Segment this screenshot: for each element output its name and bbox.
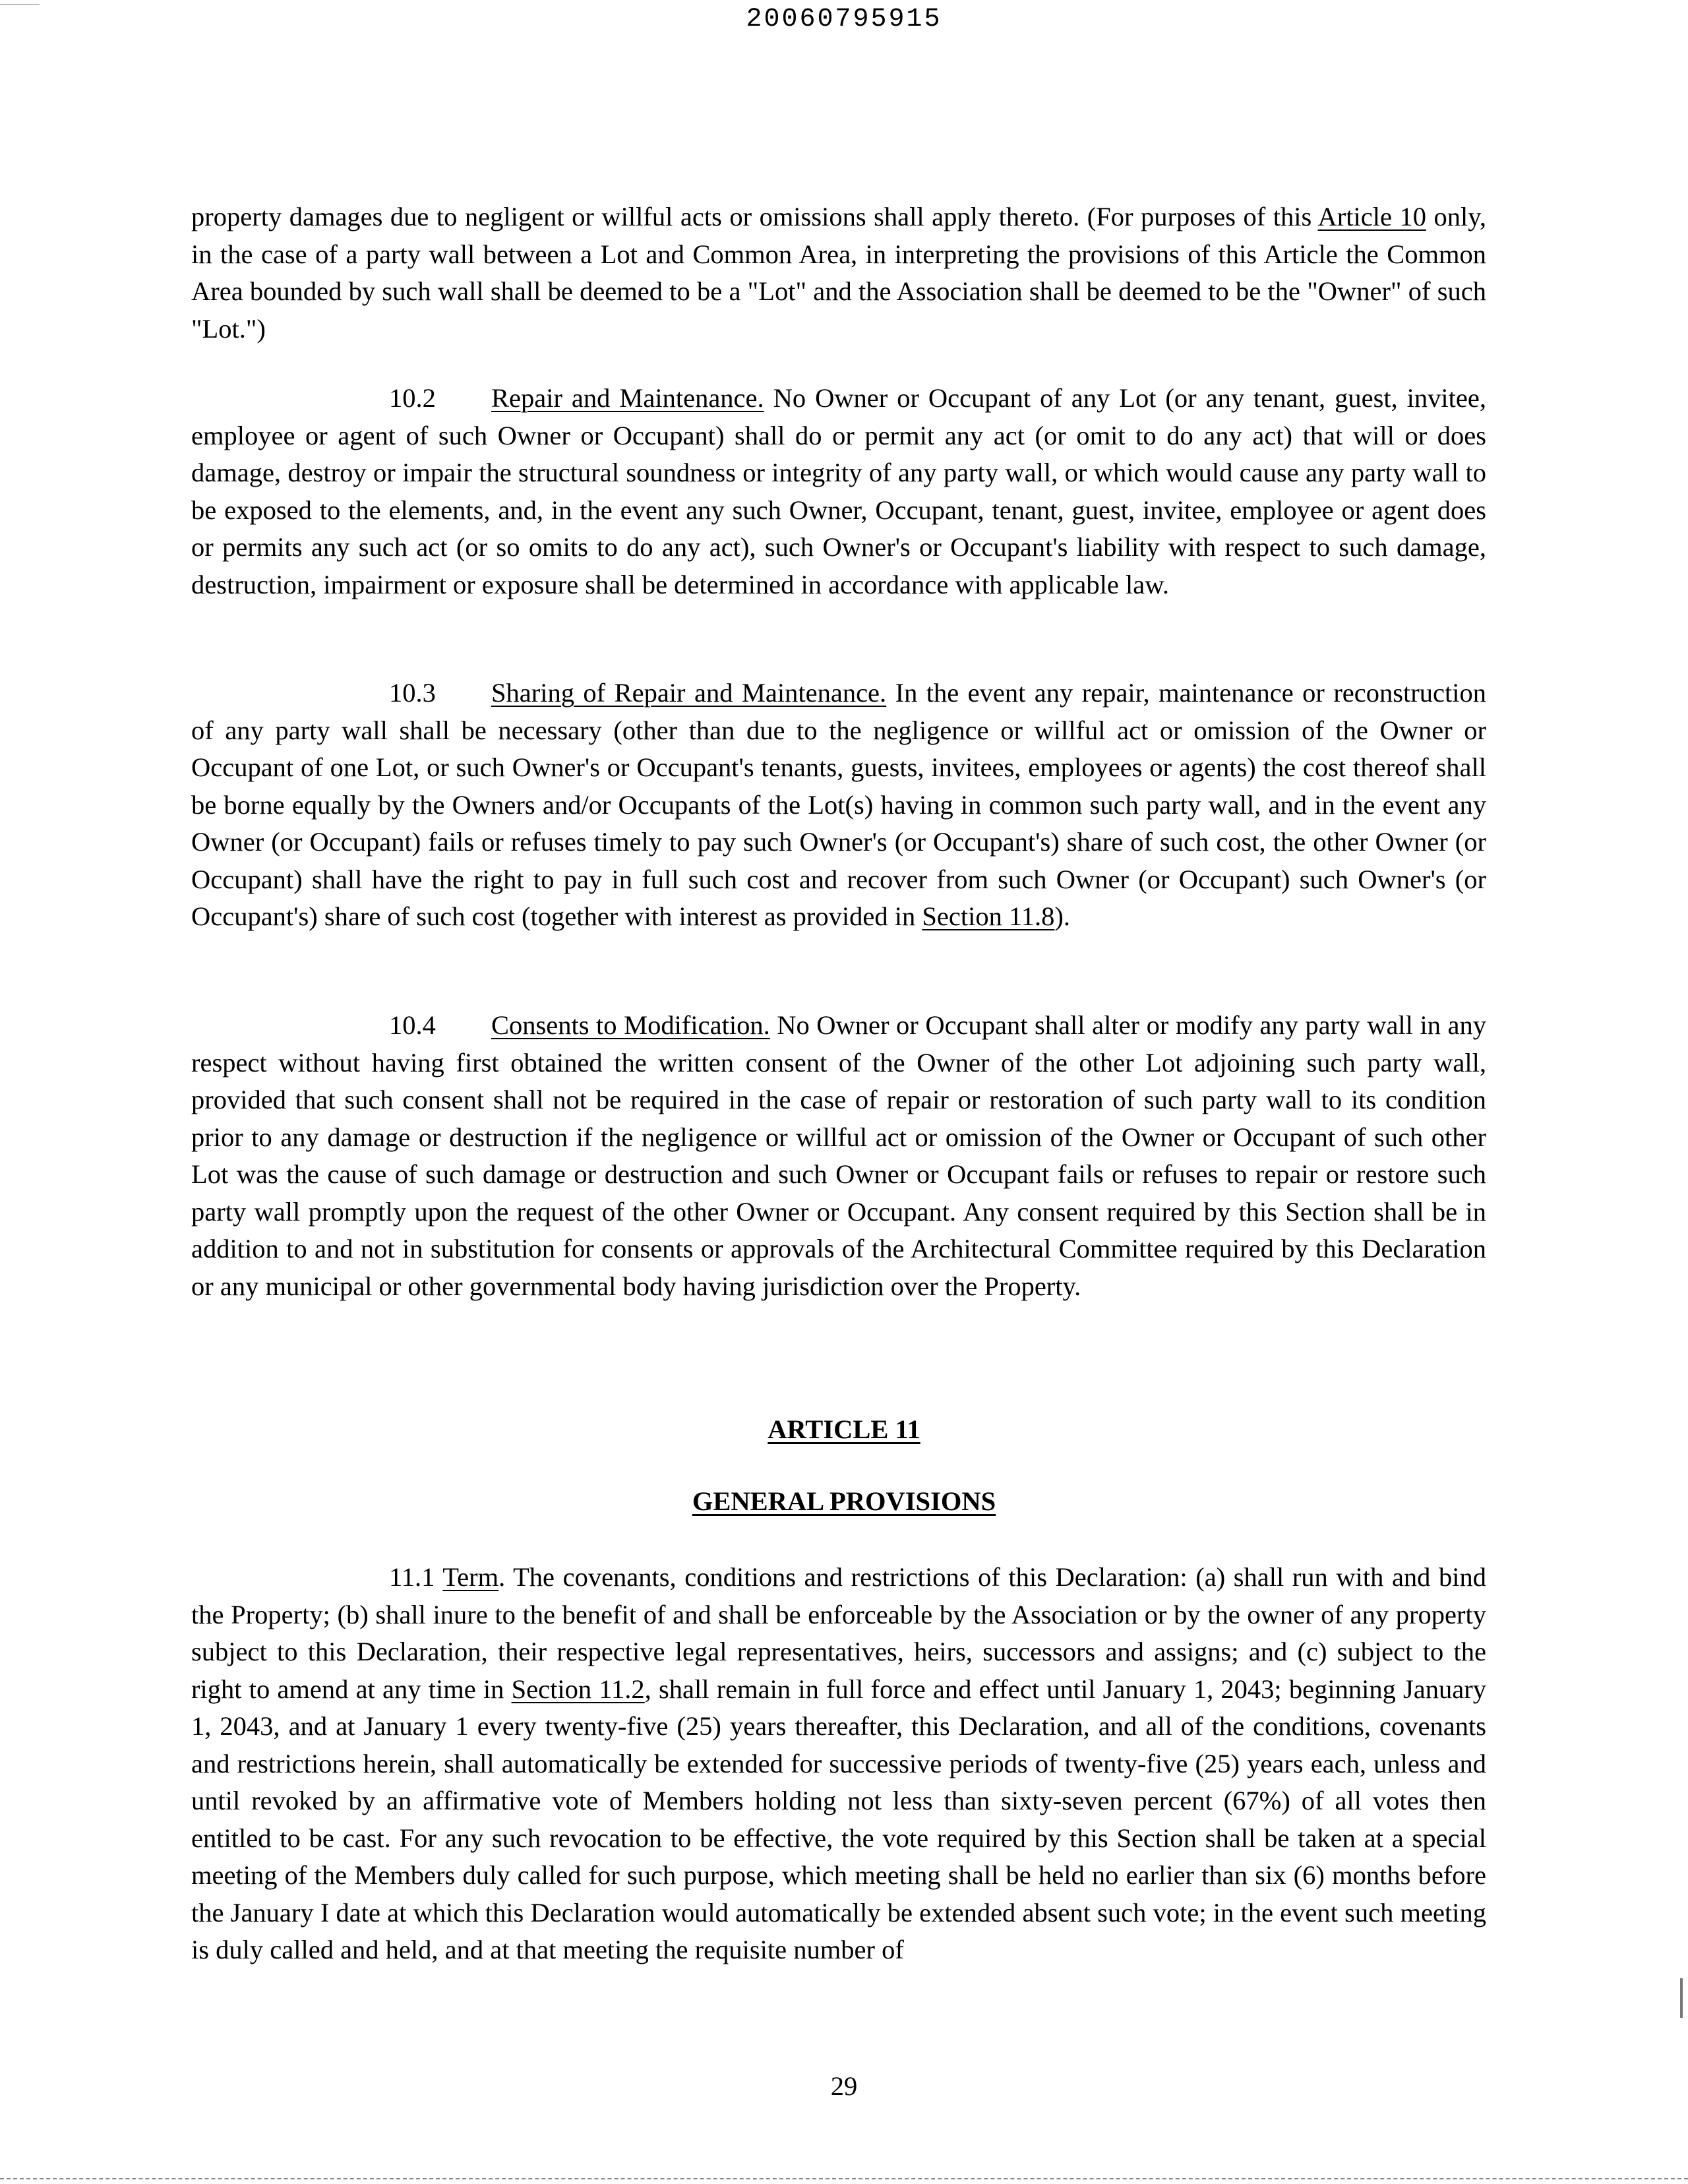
- section-text: ).: [1054, 901, 1070, 931]
- section-reference: Section 11.8: [922, 901, 1055, 931]
- section-11-1: [191, 1559, 1486, 1969]
- paragraph-article-10-note: [191, 198, 1486, 348]
- section-10-2: [191, 380, 1486, 603]
- paragraph-text: only, in the case of a party wall between a Lot and Common Area, in interpreting the provisions of this Article the Common Area bounded by such wall shall be deemed to be a "Lot" and the Association shall be deemed to be the "Owner" of such "Lot."): [191, 202, 1487, 344]
- section-text: No Owner or Occupant of any Lot (or any tenant, guest, invitee, employee or agent of such Owner or Occupant) shall do or permit any act (or omit to do any act) that will or does damage, destroy or impair the structural soundness or integrity of any party wall, or which would cause any party wall to be exposed to the elements, and, in the event any such Owner, Occupant, tenant, guest, invitee, employee or agent does or permits any such act (or so omits to do any act), such Owner's or Occupant's liability with respect to such damage, destruction, impairment or exposure shall be determined in accordance with applicable law.: [191, 383, 1487, 599]
- article-title: GENERAL PROVISIONS: [692, 1486, 996, 1516]
- document-number: 20060795915: [746, 5, 942, 34]
- section-title: Repair and Maintenance.: [491, 383, 764, 413]
- article-reference: Article 10: [1317, 202, 1426, 231]
- section-title: Term: [442, 1562, 499, 1592]
- section-number: 10.4: [389, 1010, 436, 1040]
- section-text: No Owner or Occupant shall alter or modify any party wall in any respect without having first obtained the written consent of the Owner of the other Lot adjoining such party wall, provided that such consent shall not be required in the case of repair or restoration of such party wall to its condition prior to any damage or destruction if the negligence or willful act or omission of the Owner or Occupant of such other Lot was the cause of such damage or destruction and such Owner or Occupant fails or refuses to repair or restore such party wall promptly upon the request of the other Owner or Occupant. Any consent required by this Section shall be in addition to and not in substitution for consents or approvals of the Architectural Committee required by this Declaration or any municipal or other governmental body having jurisdiction over the Property.: [191, 1010, 1486, 1301]
- section-10-3: [191, 675, 1486, 936]
- paragraph-text: property damages due to negligent or willful acts or omissions shall apply thereto. (For purposes of this: [191, 202, 1318, 231]
- section-10-4: [191, 1007, 1486, 1305]
- section-reference: Section 11.2: [511, 1674, 645, 1704]
- page-number: 29: [830, 2071, 858, 2101]
- section-text: , shall remain in full force and effect until January 1, 2043; beginning January 1, 2043, and at January 1 every twenty-five (25) years thereafter, this Declaration, and all of the conditions, covenants and restrictions herein, shall automatically be extended for successive periods of twenty-five (25) years each, unless and until revoked by an affirmative vote of Members holding not less than sixty-seven percent (67%) of all votes then entitled to be cast. For any such revocation to be effective, the vote required by this Section shall be taken at a special meeting of the Members duly called for such purpose, which meeting shall be held no earlier than six (6) months before the January I date at which this Declaration would automatically be extended absent such vote; in the event such meeting is duly called and held, and at that meeting the requisite number of: [191, 1674, 1486, 1964]
- section-number: 10.3: [389, 678, 436, 708]
- scan-edge-bottom: [0, 2178, 1688, 2179]
- section-number: 10.2: [389, 383, 436, 413]
- scan-edge-mark: [1680, 1978, 1683, 2018]
- section-number: 11.1: [389, 1562, 435, 1592]
- article-heading: ARTICLE 11: [768, 1414, 920, 1444]
- section-title: Consents to Modification.: [491, 1010, 770, 1040]
- section-text: In the event any repair, maintenance or reconstruction of any party wall shall be necessary (other than due to the negligence or willful act or omission of the Owner or Occupant of one Lot, or such Owner's or Occupant's tenants, guests, invitees, employees or agents) the cost thereof shall be borne equally by the Owners and/or Occupants of the Lot(s) having in common such party wall, and in the event any Owner (or Occupant) fails or refuses timely to pay such Owner's (or Occupant's) share of such cost, the other Owner (or Occupant) shall have the right to pay in full such cost and recover from such Owner (or Occupant) such Owner's (or Occupant's) share of such cost (together with interest as provided in: [191, 678, 1486, 931]
- section-title: Sharing of Repair and Maintenance.: [491, 678, 887, 708]
- section-text: . The covenants, conditions and restrictions of this Declaration: (a) shall run with and bind the Property; (b) shall inure to the benefit of and shall be enforceable by the Association or by the owner of any property subject to this Declaration, their respective legal representatives, heirs, successors and assigns; and (c) subject to the right to amend at any time in: [191, 1562, 1486, 1704]
